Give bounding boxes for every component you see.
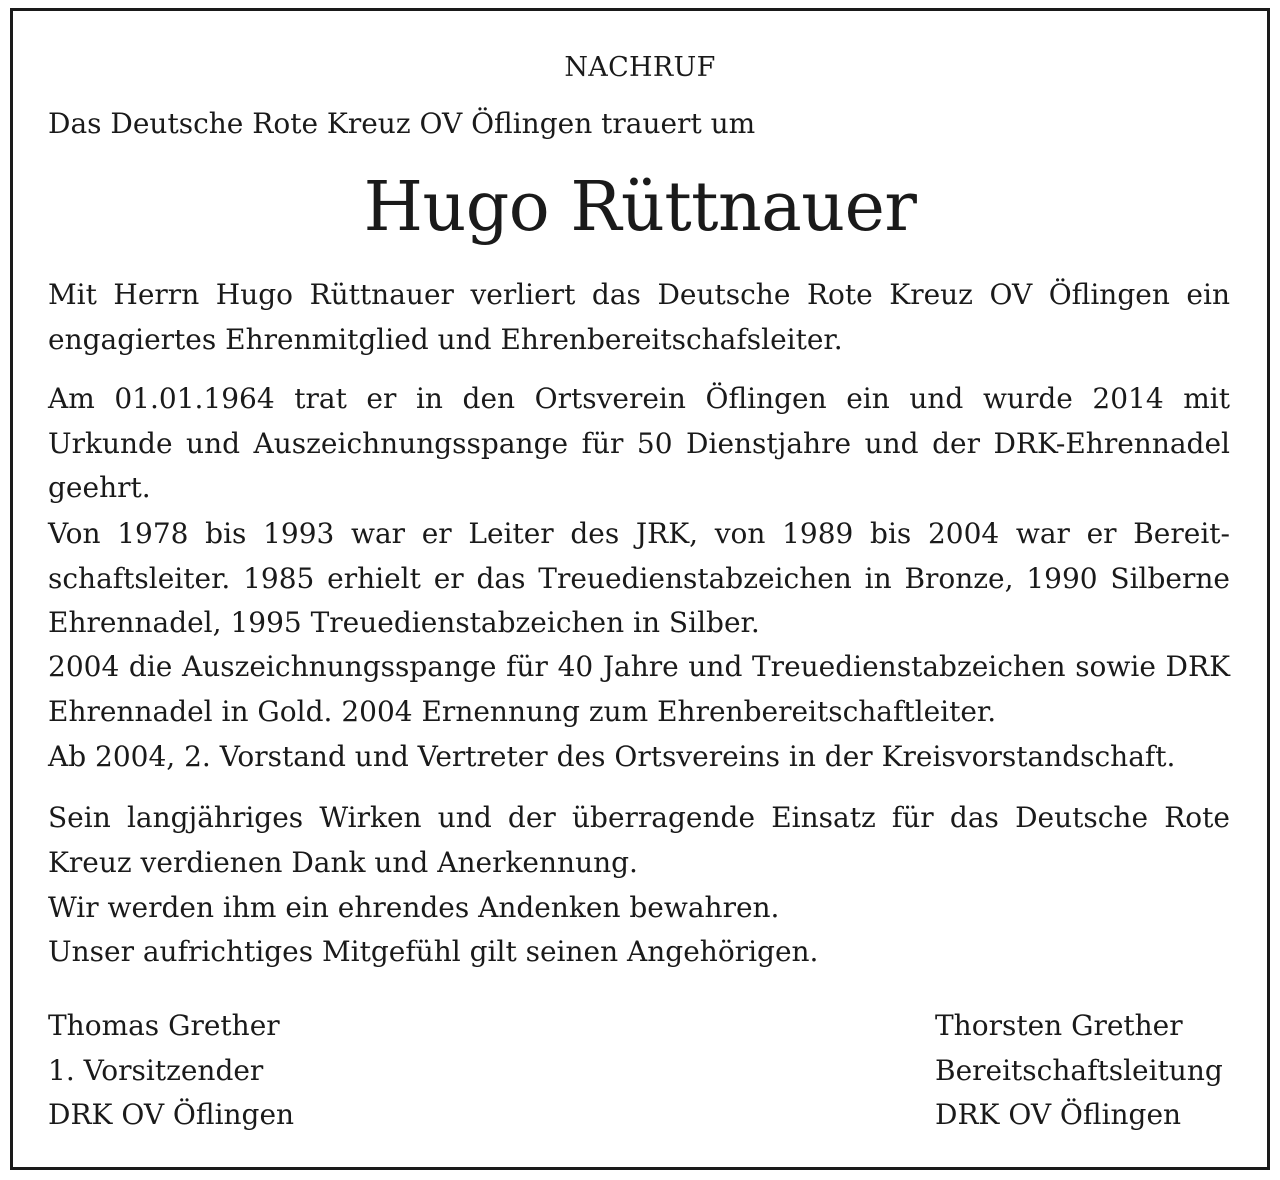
signatory-org: DRK OV Öflingen bbox=[935, 1098, 1182, 1131]
paragraph-text: Von 1978 bis 1993 war er Leiter des JRK, von 1989 bis 2004 war er Bereitschaftsleiter. 1985 erhielt er das Treuedienstabzeichen in Bronze, 1990 Silberne Ehrennadel, 1995 Treuedienstabzeichen in Silber. bbox=[48, 517, 1230, 639]
notice-intro: Das Deutsche Rote Kreuz OV Öflingen trauert um bbox=[48, 107, 756, 140]
paragraph-remembrance bbox=[48, 886, 1230, 931]
signatory-name: Thorsten Grether bbox=[935, 1009, 1183, 1042]
paragraph-text: Am 01.01.1964 trat er in den Ortsverein Öflingen ein und wurde 2014 mit Urkunde und Auszeichnungsspange für 50 Dienstjahre und der DRK-Ehrennadel geehrt. bbox=[48, 382, 1230, 504]
paragraph-board bbox=[48, 735, 1230, 780]
notice-heading: NACHRUF bbox=[564, 52, 716, 83]
paragraph-text: Sein langjähriges Wirken und der überragende Einsatz für das Deutsche Rote Kreuz verdienen Dank und Anerkennung. bbox=[48, 801, 1230, 879]
paragraph-text: Mit Herrn Hugo Rüttnauer verliert das Deutsche Rote Kreuz OV Öflingen ein engagiertes Ehrenmitglied und Ehrenbereitschafsleiter. bbox=[48, 278, 1230, 356]
paragraph-honors-2004 bbox=[48, 645, 1230, 734]
paragraph-roles bbox=[48, 512, 1230, 646]
paragraph-joined bbox=[48, 377, 1230, 525]
signatory-name: Thomas Grether bbox=[48, 1009, 280, 1042]
paragraph-condolences bbox=[48, 930, 1230, 975]
signatory-left bbox=[48, 1004, 294, 1138]
signatory-role: 1. Vorsitzender bbox=[48, 1053, 264, 1087]
paragraph-membership bbox=[48, 273, 1230, 376]
signatory-right bbox=[935, 1004, 1223, 1138]
signatory-role: Bereitschaftsleitung bbox=[935, 1053, 1223, 1087]
signatory-org: DRK OV Öflingen bbox=[48, 1098, 295, 1131]
paragraph-text: Wir werden ihm ein ehrendes Andenken bewahren. bbox=[48, 891, 780, 924]
paragraph-gratitude bbox=[48, 796, 1230, 885]
paragraph-text: Ab 2004, 2. Vorstand und Vertreter des Ortsvereins in der Kreisvorstandschaft. bbox=[48, 740, 1176, 773]
paragraph-text: 2004 die Auszeichnungsspange für 40 Jahre und Treuedienstabzeichen sowie DRK Ehrennadel in Gold. 2004 Ernennung zum Ehrenbereitschaftleiter. bbox=[48, 650, 1230, 728]
paragraph-text: Unser aufrichtiges Mitgefühl gilt seinen Angehörigen. bbox=[48, 935, 819, 968]
deceased-name: Hugo Rüttnauer bbox=[363, 168, 917, 247]
